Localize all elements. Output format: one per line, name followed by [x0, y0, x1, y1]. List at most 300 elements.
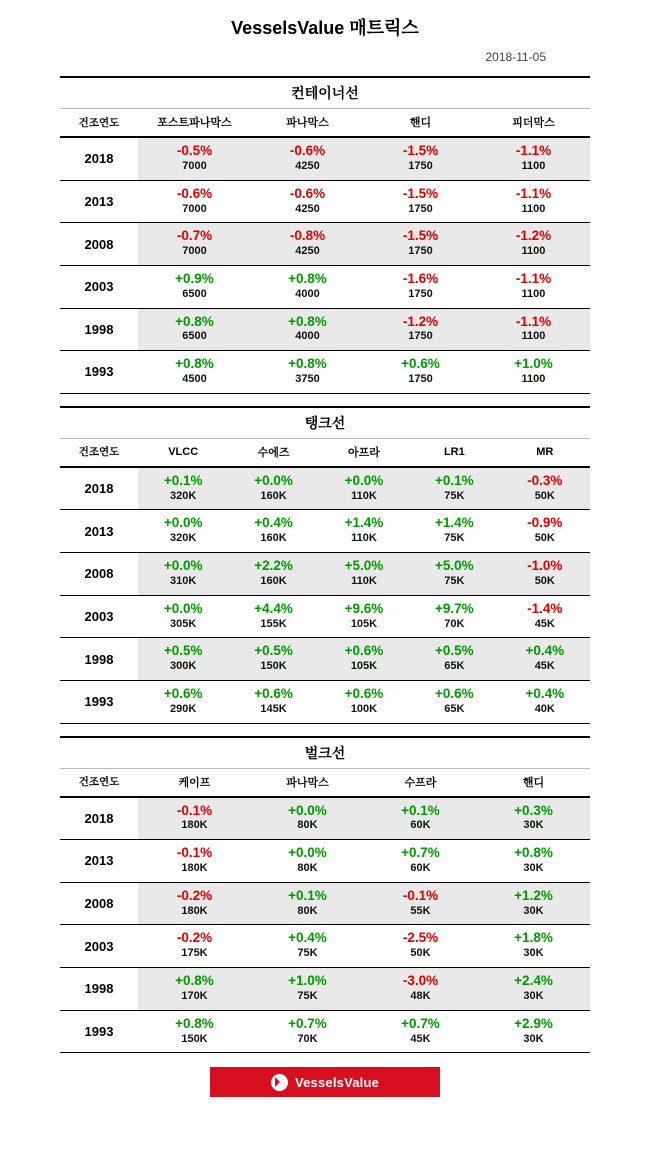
row-year: 1998 — [60, 968, 138, 1011]
matrix-cell — [319, 510, 409, 553]
change-up-value: +0.0% — [254, 472, 293, 488]
table-row — [60, 308, 590, 351]
change-up-value: +2.2% — [254, 558, 293, 573]
table-row — [60, 595, 590, 638]
matrix-cell — [364, 308, 477, 351]
vessel-size-value: 3750 — [295, 373, 320, 385]
vessel-size-value: 70K — [444, 617, 465, 630]
matrix-cell — [477, 882, 590, 925]
change-up-value: +0.4% — [525, 685, 565, 701]
matrix-cell — [251, 180, 364, 223]
change-up-value: +0.8% — [175, 356, 214, 372]
matrix-cell — [409, 467, 499, 510]
matrix-cell — [409, 510, 499, 553]
change-down-value: -2.5% — [402, 930, 439, 946]
change-down-value: -1.5% — [402, 228, 439, 244]
vessel-size-value: 50K — [410, 947, 431, 960]
change-up-value: +0.1% — [435, 472, 474, 488]
matrix-cell — [138, 840, 251, 883]
vessel-size-value: 150K — [260, 660, 287, 673]
footer — [8, 1067, 642, 1097]
report-date: 2018-11-05 — [485, 50, 546, 64]
row-year: 2013 — [60, 840, 138, 883]
change-down-value: -1.5% — [402, 143, 439, 158]
row-year: 2003 — [60, 595, 138, 638]
vessel-size-value: 300K — [170, 660, 197, 673]
section-title: 컨테이너선 — [60, 77, 590, 109]
table-row — [60, 638, 590, 681]
vessel-size-value: 75K — [297, 989, 318, 1002]
matrix-cell — [500, 510, 590, 553]
matrix-cell — [364, 351, 477, 394]
matrix-section — [8, 406, 642, 724]
section-title: 탱크선 — [60, 407, 590, 439]
change-up-value: +9.7% — [435, 600, 474, 616]
vessel-size-value: 50K — [534, 532, 555, 545]
matrix-cell — [477, 968, 590, 1011]
row-year: 2013 — [60, 510, 138, 553]
change-down-value: -0.3% — [527, 472, 563, 488]
change-up-value: +0.8% — [288, 270, 327, 286]
vessel-size-value: 75K — [444, 489, 465, 502]
change-up-value: +2.4% — [514, 973, 553, 988]
vessel-size-value: 80K — [297, 904, 318, 917]
vessel-size-value: 4250 — [295, 202, 320, 215]
matrix-cell — [319, 638, 409, 681]
change-up-value: +0.7% — [288, 1015, 327, 1031]
change-up-value: +0.8% — [288, 356, 327, 372]
matrix-cell — [364, 137, 477, 180]
row-year: 2003 — [60, 265, 138, 308]
table-row — [60, 351, 590, 394]
vessel-size-value: 30K — [523, 1032, 544, 1045]
change-up-value: +0.9% — [175, 270, 214, 286]
matrix-cell — [228, 467, 318, 510]
row-year: 2008 — [60, 553, 138, 596]
vessel-size-value: 48K — [410, 989, 431, 1002]
change-down-value: -1.1% — [515, 270, 552, 286]
vessel-size-value: 65K — [444, 660, 465, 673]
matrix-cell — [251, 265, 364, 308]
column-header: 포스트파나막스 — [138, 109, 251, 138]
row-year: 1998 — [60, 638, 138, 681]
matrix-cell — [251, 968, 364, 1011]
matrix-cell — [138, 680, 228, 723]
row-year: 1998 — [60, 308, 138, 351]
table-row — [60, 968, 590, 1011]
column-header: LR1 — [409, 438, 499, 467]
change-up-value: +0.7% — [401, 845, 440, 861]
vessel-size-value: 65K — [444, 702, 465, 715]
matrix-cell — [138, 351, 251, 394]
vessel-size-value: 30K — [523, 862, 544, 874]
change-up-value: +2.9% — [514, 1015, 553, 1031]
vessel-size-value: 155K — [260, 617, 287, 630]
change-up-value: +0.3% — [514, 802, 553, 818]
vessel-size-value: 60K — [410, 862, 431, 874]
vessel-size-value: 60K — [410, 819, 431, 832]
change-up-value: +5.0% — [435, 558, 474, 573]
vessel-size-value: 1100 — [521, 202, 546, 215]
matrix-cell — [477, 840, 590, 883]
change-up-value: +0.8% — [175, 313, 214, 329]
change-up-value: +0.7% — [401, 1015, 440, 1031]
change-down-value: -0.6% — [289, 185, 326, 201]
matrix-cell — [138, 510, 228, 553]
vessel-size-value: 45K — [534, 660, 555, 673]
table-row — [60, 797, 590, 840]
change-down-value: -0.8% — [289, 228, 326, 244]
change-up-value: +0.1% — [401, 802, 440, 818]
matrix-cell — [138, 797, 251, 840]
column-header-year: 건조연도 — [60, 109, 138, 138]
matrix-cell — [364, 882, 477, 925]
change-up-value: +0.1% — [163, 472, 203, 488]
matrix-cell — [319, 467, 409, 510]
vessel-size-value: 50K — [534, 574, 555, 587]
change-up-value: +1.2% — [514, 887, 553, 903]
matrix-cell — [138, 223, 251, 266]
matrix-cell — [228, 595, 318, 638]
row-year: 2003 — [60, 925, 138, 968]
column-header: 핸디 — [477, 768, 590, 797]
change-up-value: +0.0% — [163, 558, 203, 573]
vessel-size-value: 45K — [410, 1032, 431, 1045]
vessel-size-value: 105K — [350, 617, 378, 630]
vessel-size-value: 180K — [181, 862, 208, 874]
sections-container — [8, 76, 642, 1053]
matrix-cell — [477, 180, 590, 223]
vessel-size-value: 1750 — [408, 373, 433, 385]
change-up-value: +0.0% — [288, 802, 327, 818]
column-header: 파나막스 — [251, 109, 364, 138]
change-up-value: +0.5% — [435, 643, 474, 659]
table-row — [60, 265, 590, 308]
vessel-size-value: 4000 — [295, 287, 320, 300]
change-up-value: +0.6% — [344, 685, 384, 701]
change-up-value: +4.4% — [254, 600, 293, 616]
row-year: 2013 — [60, 180, 138, 223]
matrix-cell — [477, 1010, 590, 1053]
column-header: 핸디 — [364, 109, 477, 138]
matrix-cell — [319, 680, 409, 723]
row-year: 1993 — [60, 680, 138, 723]
table-row — [60, 680, 590, 723]
vessel-size-value: 6500 — [182, 330, 207, 343]
change-up-value: +0.8% — [175, 973, 214, 988]
section-title: 벌크선 — [60, 737, 590, 769]
matrix-cell — [138, 265, 251, 308]
column-header: VLCC — [138, 438, 228, 467]
vessel-size-value: 1750 — [408, 202, 433, 215]
change-up-value: +0.5% — [163, 643, 203, 659]
change-down-value: -0.2% — [176, 887, 213, 903]
change-up-value: +1.0% — [288, 973, 327, 988]
table-row — [60, 1010, 590, 1053]
change-down-value: -1.2% — [402, 313, 439, 329]
matrix-section — [8, 736, 642, 1054]
vessel-size-value: 320K — [170, 532, 197, 545]
change-up-value: +0.6% — [163, 685, 203, 701]
matrix-cell — [138, 180, 251, 223]
vessel-size-value: 1100 — [521, 373, 546, 385]
matrix-cell — [477, 265, 590, 308]
row-year: 1993 — [60, 351, 138, 394]
play-circle-icon — [271, 1074, 288, 1091]
vessel-size-value: 305K — [170, 617, 197, 630]
vessel-size-value: 1750 — [408, 245, 433, 258]
vessel-size-value: 105K — [350, 660, 378, 673]
vessel-size-value: 80K — [297, 819, 318, 832]
matrix-cell — [364, 180, 477, 223]
matrix-table — [60, 406, 590, 724]
change-down-value: -1.5% — [402, 185, 439, 201]
vessel-size-value: 4500 — [182, 373, 207, 385]
vessel-size-value: 7000 — [182, 202, 207, 215]
page-title: VesselsValue 매트릭스 — [231, 18, 419, 38]
matrix-cell — [364, 840, 477, 883]
table-row — [60, 840, 590, 883]
vessel-size-value: 1100 — [521, 159, 546, 172]
change-up-value: +1.0% — [514, 356, 553, 372]
matrix-cell — [138, 638, 228, 681]
change-down-value: -0.2% — [176, 930, 213, 946]
matrix-table — [60, 736, 590, 1054]
change-up-value: +0.0% — [163, 515, 203, 531]
change-up-value: +1.4% — [344, 515, 384, 531]
matrix-cell — [138, 925, 251, 968]
matrix-cell — [251, 223, 364, 266]
matrix-cell — [319, 553, 409, 596]
matrix-cell — [364, 1010, 477, 1053]
change-up-value: +1.8% — [514, 930, 553, 946]
change-up-value: +0.4% — [254, 515, 293, 531]
matrix-cell — [319, 595, 409, 638]
vessel-size-value: 100K — [350, 702, 378, 715]
vessel-size-value: 1100 — [521, 287, 546, 300]
row-year: 2018 — [60, 797, 138, 840]
change-down-value: -1.4% — [527, 600, 563, 616]
matrix-cell — [228, 510, 318, 553]
vessel-size-value: 150K — [181, 1032, 208, 1045]
matrix-cell — [477, 223, 590, 266]
vessel-size-value: 320K — [170, 489, 197, 502]
change-up-value: +0.6% — [344, 643, 384, 659]
vessel-size-value: 55K — [410, 904, 431, 917]
vessel-size-value: 30K — [523, 904, 544, 917]
change-down-value: -1.1% — [515, 185, 552, 201]
matrix-cell — [409, 553, 499, 596]
vessel-size-value: 290K — [170, 702, 197, 715]
change-down-value: -1.2% — [515, 228, 552, 244]
vessel-size-value: 1750 — [408, 330, 433, 343]
change-up-value: +0.4% — [525, 643, 565, 659]
change-down-value: -1.1% — [515, 313, 552, 329]
change-up-value: +0.6% — [401, 356, 440, 372]
vessel-size-value: 145K — [260, 702, 287, 715]
vessel-size-value: 7000 — [182, 245, 207, 258]
column-header: 케이프 — [138, 768, 251, 797]
change-down-value: -1.0% — [527, 558, 563, 573]
table-row — [60, 137, 590, 180]
change-up-value: +0.8% — [288, 313, 327, 329]
matrix-cell — [477, 137, 590, 180]
matrix-cell — [138, 553, 228, 596]
change-up-value: +0.6% — [435, 685, 474, 701]
matrix-cell — [138, 882, 251, 925]
matrix-cell — [138, 308, 251, 351]
change-down-value: -1.6% — [402, 270, 439, 286]
change-up-value: +1.4% — [435, 515, 474, 531]
matrix-cell — [364, 223, 477, 266]
matrix-cell — [364, 968, 477, 1011]
column-header: 아프라 — [319, 438, 409, 467]
vessel-size-value: 1100 — [521, 245, 546, 258]
matrix-cell — [364, 925, 477, 968]
vessel-size-value: 110K — [351, 574, 377, 587]
matrix-cell — [138, 595, 228, 638]
matrix-cell — [251, 351, 364, 394]
matrix-cell — [409, 680, 499, 723]
vessel-size-value: 1750 — [408, 159, 433, 172]
matrix-cell — [251, 1010, 364, 1053]
vessel-size-value: 70K — [297, 1032, 318, 1045]
table-row — [60, 223, 590, 266]
matrix-cell — [228, 638, 318, 681]
change-down-value: -3.0% — [402, 973, 439, 988]
change-down-value: -1.1% — [515, 143, 552, 158]
vessel-size-value: 75K — [297, 947, 318, 960]
matrix-cell — [500, 680, 590, 723]
column-header: 수에즈 — [228, 438, 318, 467]
table-row — [60, 510, 590, 553]
matrix-cell — [477, 925, 590, 968]
matrix-cell — [500, 595, 590, 638]
vessel-size-value: 4250 — [295, 159, 320, 172]
vessel-size-value: 6500 — [182, 287, 207, 300]
column-header: 수프라 — [364, 768, 477, 797]
vessel-size-value: 160K — [260, 532, 287, 545]
vessel-size-value: 7000 — [182, 159, 207, 172]
matrix-cell — [251, 797, 364, 840]
column-header: 파나막스 — [251, 768, 364, 797]
vessel-size-value: 45K — [534, 617, 555, 630]
change-up-value: +0.8% — [514, 845, 553, 861]
vessel-size-value: 170K — [181, 989, 208, 1002]
change-up-value: +0.6% — [254, 685, 293, 701]
matrix-cell — [228, 553, 318, 596]
vessel-size-value: 80K — [297, 862, 318, 874]
matrix-cell — [477, 308, 590, 351]
matrix-cell — [364, 797, 477, 840]
matrix-cell — [138, 467, 228, 510]
change-up-value: +9.6% — [344, 600, 384, 616]
change-up-value: +0.8% — [175, 1015, 214, 1031]
vessel-size-value: 180K — [181, 819, 208, 832]
change-down-value: -0.5% — [176, 143, 213, 158]
matrix-cell — [500, 638, 590, 681]
table-row — [60, 180, 590, 223]
change-up-value: +0.0% — [163, 600, 203, 616]
matrix-cell — [251, 840, 364, 883]
change-up-value: +0.1% — [288, 887, 327, 903]
change-up-value: +0.5% — [254, 643, 293, 659]
matrix-cell — [364, 265, 477, 308]
matrix-cell — [228, 680, 318, 723]
vessel-size-value: 50K — [534, 489, 555, 502]
vessel-size-value: 75K — [444, 532, 465, 545]
change-down-value: -0.7% — [176, 228, 213, 244]
change-down-value: -0.1% — [402, 887, 439, 903]
change-down-value: -0.9% — [527, 515, 563, 531]
vessel-size-value: 110K — [351, 489, 377, 502]
column-header-year: 건조연도 — [60, 768, 138, 797]
change-up-value: +0.0% — [344, 472, 384, 488]
vessel-size-value: 180K — [181, 904, 208, 917]
vessel-size-value: 40K — [534, 702, 555, 715]
matrix-cell — [138, 1010, 251, 1053]
matrix-cell — [477, 797, 590, 840]
matrix-cell — [251, 308, 364, 351]
vessel-size-value: 1750 — [408, 287, 433, 300]
vessel-size-value: 4000 — [295, 330, 320, 343]
row-year: 2008 — [60, 882, 138, 925]
matrix-cell — [477, 351, 590, 394]
change-up-value: +0.4% — [288, 930, 327, 946]
change-down-value: -0.6% — [289, 143, 326, 158]
matrix-cell — [251, 882, 364, 925]
change-down-value: -0.1% — [176, 802, 213, 818]
table-row — [60, 553, 590, 596]
vessel-size-value: 30K — [523, 947, 544, 960]
matrix-cell — [409, 638, 499, 681]
change-up-value: +5.0% — [344, 558, 384, 573]
vessel-size-value: 110K — [351, 532, 377, 545]
matrix-cell — [138, 137, 251, 180]
vessel-size-value: 160K — [260, 574, 287, 587]
change-down-value: -0.1% — [176, 845, 213, 861]
row-year: 1993 — [60, 1010, 138, 1053]
change-down-value: -0.6% — [176, 185, 213, 201]
vesselsvalue-logo — [210, 1067, 440, 1097]
vessel-size-value: 1100 — [521, 330, 546, 343]
vessel-size-value: 30K — [523, 989, 544, 1002]
matrix-table — [60, 76, 590, 394]
matrix-cell — [138, 968, 251, 1011]
matrix-cell — [251, 925, 364, 968]
matrix-section — [8, 76, 642, 394]
column-header-year: 건조연도 — [60, 438, 138, 467]
table-row — [60, 882, 590, 925]
vessel-size-value: 310K — [170, 574, 197, 587]
vessel-size-value: 75K — [444, 574, 465, 587]
matrix-cell — [251, 137, 364, 180]
matrix-cell — [409, 595, 499, 638]
row-year: 2018 — [60, 467, 138, 510]
table-row — [60, 467, 590, 510]
matrix-cell — [500, 553, 590, 596]
change-up-value: +0.0% — [288, 845, 327, 861]
table-row — [60, 925, 590, 968]
vessel-size-value: 4250 — [295, 245, 320, 258]
vessel-size-value: 160K — [260, 489, 287, 502]
matrix-cell — [500, 467, 590, 510]
row-year: 2008 — [60, 223, 138, 266]
column-header: 피더막스 — [477, 109, 590, 138]
column-header: MR — [500, 438, 590, 467]
row-year: 2018 — [60, 137, 138, 180]
vessel-size-value: 30K — [523, 819, 544, 832]
